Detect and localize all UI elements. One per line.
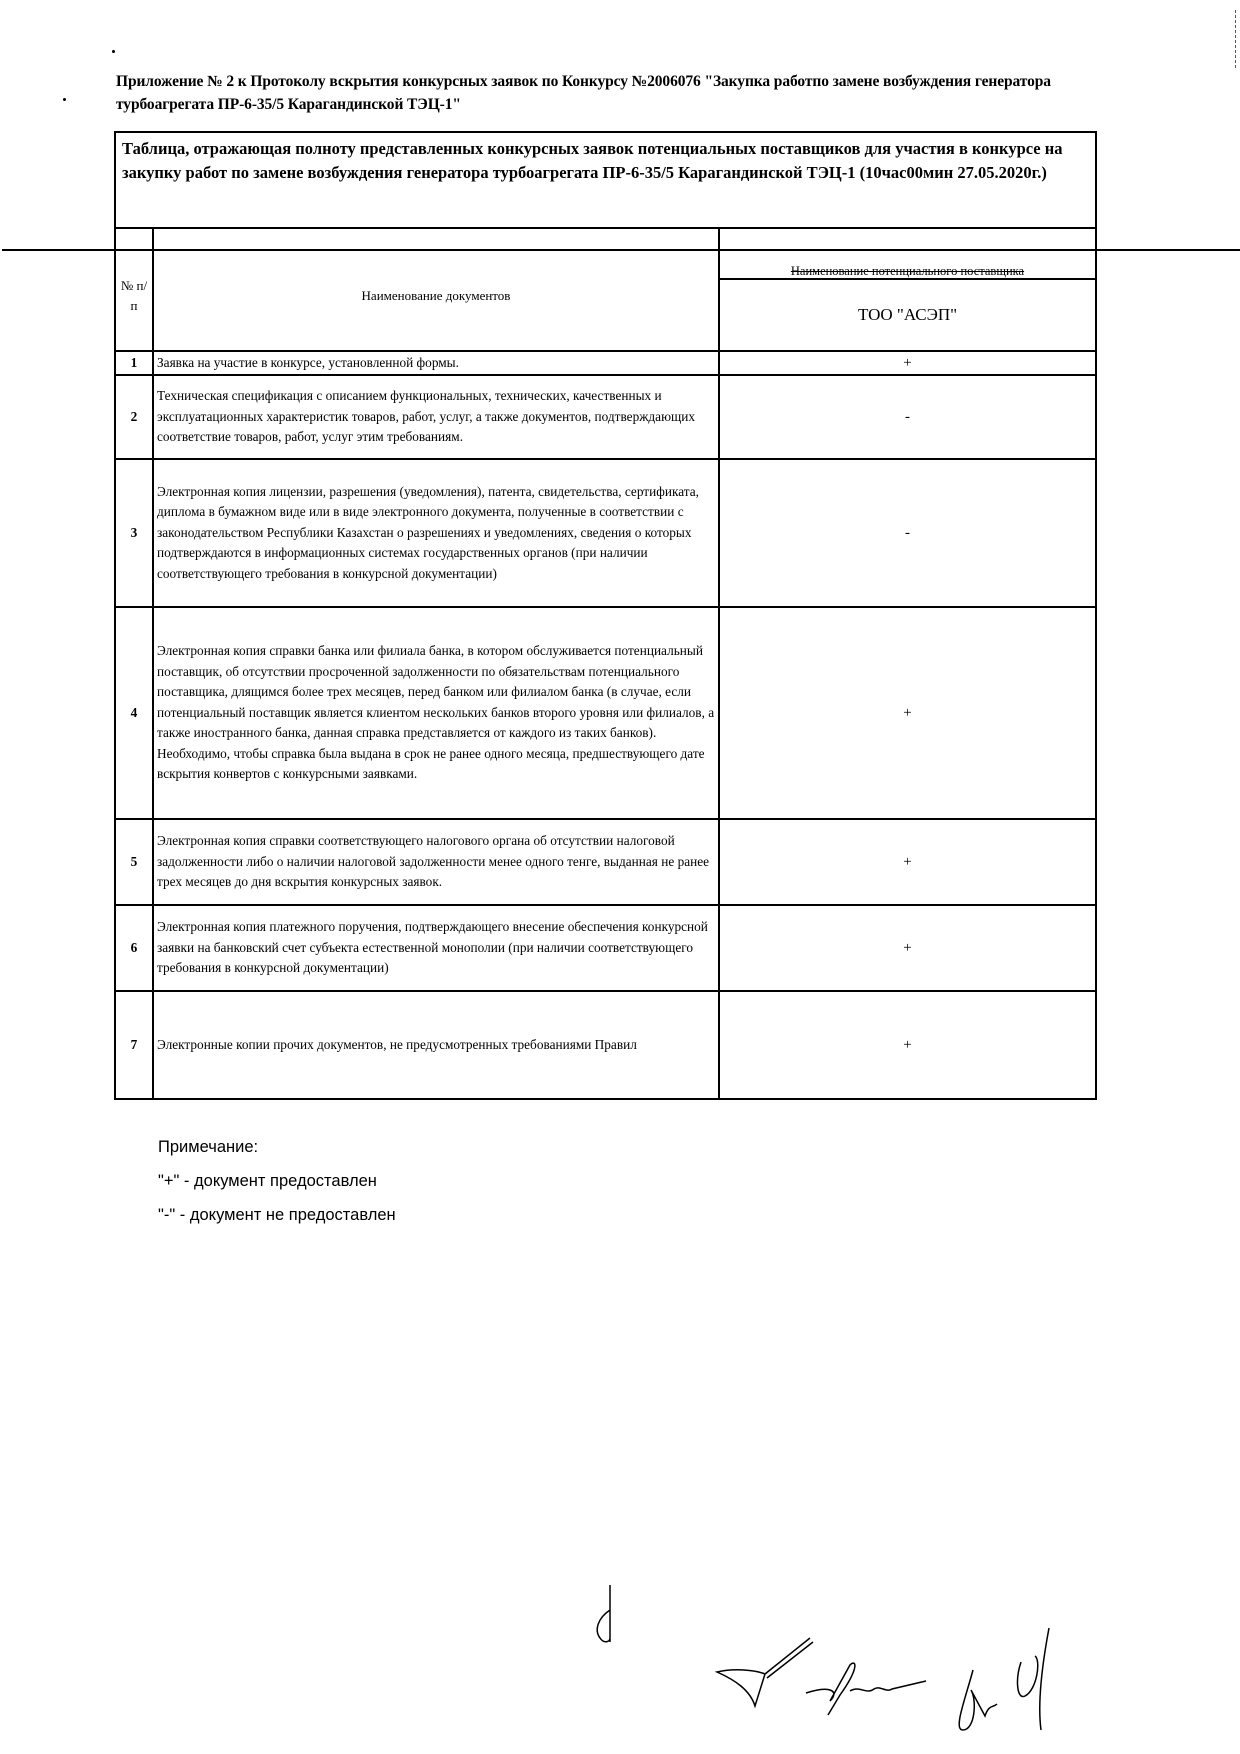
header-spacer — [115, 228, 153, 242]
scan-edge-mark — [1235, 10, 1237, 68]
scan-speck — [112, 50, 115, 53]
table-row — [115, 459, 1096, 607]
table-row — [115, 905, 1096, 991]
row-number: 2 — [115, 375, 153, 459]
table-row — [115, 991, 1096, 1099]
notes-title: Примечание: — [158, 1138, 259, 1156]
document-header: Приложение № 2 к Протоколу вскрытия конкурсных заявок по Конкурсу №2006076 "Закупка работпо замене возбуждения генератора турбоагрегата ПР-6-35/5 Карагандинской ТЭЦ-1" — [116, 73, 1051, 113]
documents-table — [114, 227, 1097, 1100]
row-document: Электронная копия справки соответствующего налогового органа об отсутствии налоговой задолженности либо о наличии налоговой задолженности менее одного тенге, выданная не ранее трех месяцев до дня вскрытия конкурсных заявок. — [153, 819, 719, 905]
notes-item: "+" - документ предоставлен — [158, 1172, 377, 1190]
table-row — [115, 351, 1096, 375]
row-mark: - — [719, 459, 1096, 607]
row-mark: + — [719, 905, 1096, 991]
scan-speck — [63, 98, 66, 101]
table-row — [115, 607, 1096, 819]
row-document: Электронные копии прочих документов, не предусмотренных требованиями Правил — [153, 991, 719, 1099]
row-mark: + — [719, 991, 1096, 1099]
table-row — [115, 819, 1096, 905]
column-header-supplier: ТОО "АСЭП" — [719, 279, 1096, 351]
row-document: Техническая спецификация с описанием функциональных, технических, качественных и эксплуатационных характеристик товаров, работ, услуг, а также документов, подтверждающих соответствие товаров, работ, услуг этим требованиям. — [153, 375, 719, 459]
row-mark: - — [719, 375, 1096, 459]
column-header-document-name: Наименование документов — [153, 242, 719, 351]
row-number: 3 — [115, 459, 153, 607]
signature-3 — [800, 1655, 930, 1725]
header-spacer — [719, 228, 1096, 242]
header-spacer — [153, 228, 719, 242]
row-document: Электронная копия платежного поручения, подтверждающего внесение обеспечения конкурсной заявки на банковский счет субъекта естественной монополии (при наличии соответствующего требования в конкурсной документации) — [153, 905, 719, 991]
notes-section — [158, 1130, 396, 1232]
signature-1 — [590, 1580, 620, 1650]
notes-item: "-" - документ не предоставлен — [158, 1206, 396, 1224]
row-number: 5 — [115, 819, 153, 905]
column-header-supplier-group: Наименование потенциального поставщика — [719, 242, 1096, 279]
row-number: 1 — [115, 351, 153, 375]
row-document: Электронная копия лицензии, разрешения (уведомления), патента, свидетельства, сертификата, диплома в бумажном виде или в виде электронного документа, полученные в соответствии с законодательством Республики Казахстан о разрешениях и уведомлениях, сведения о которых подтверждаются в информационных системах государственных органов (при наличии соответствующего требования в конкурсной документации) — [153, 459, 719, 607]
signature-4 — [945, 1620, 1065, 1740]
row-document: Электронная копия справки банка или филиала банка, в котором обслуживается потенциальный поставщик, об отсутствии просроченной задолженности по обязательствам потенциального поставщика, длящимся более трех месяцев, перед банком или филиалом банка (в случае, если потенциальный поставщик является клиентом нескольких банков второго уровня или филиалов, а также иностранного банка, данная справка представляется от каждого из таких банков). Необходимо, чтобы справка была выдана в срок не ранее одного месяца, предшествующего дате вскрытия конвертов с конкурсными заявками. — [153, 607, 719, 819]
table-title: Таблица, отражающая полноту представленных конкурсных заявок потенциальных поставщиков для участия в конкурсе на закупку работ по замене возбуждения генератора турбоагрегата ПР-6-35/5 Карагандинской ТЭЦ-1 (10час00мин 27.05.2020г.) — [114, 131, 1097, 227]
row-mark: + — [719, 819, 1096, 905]
column-header-number: № п/п — [115, 242, 153, 351]
row-mark: + — [719, 351, 1096, 375]
row-mark: + — [719, 607, 1096, 819]
row-document: Заявка на участие в конкурсе, установленной формы. — [153, 351, 719, 375]
row-number: 7 — [115, 991, 153, 1099]
table-row — [115, 375, 1096, 459]
row-number: 6 — [115, 905, 153, 991]
row-number: 4 — [115, 607, 153, 819]
